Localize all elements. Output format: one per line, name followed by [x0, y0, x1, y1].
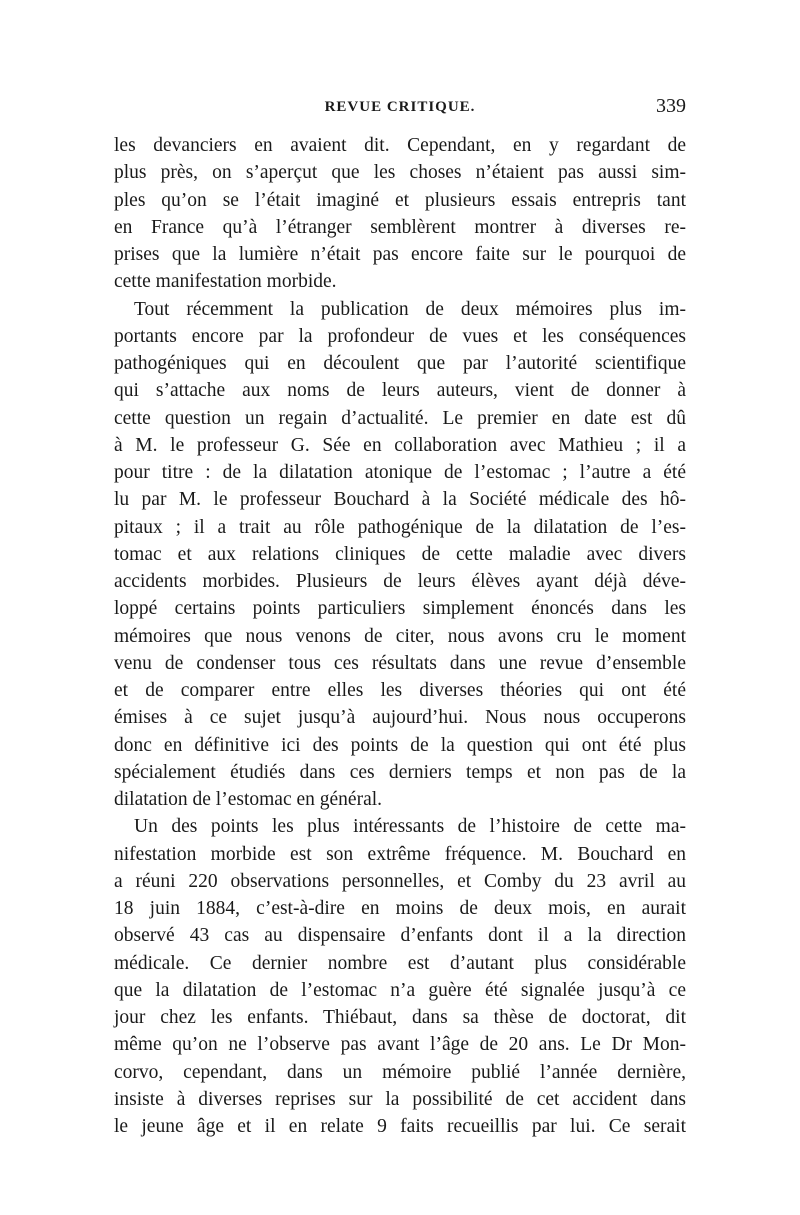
- text-line: observé 43 cas au dispensaire d’enfants dont il a la direction: [114, 925, 686, 947]
- text-line: pour titre : de la dilatation atonique de l’estomac ; l’autre a été: [114, 462, 686, 483]
- body-text: [114, 132, 686, 1140]
- text-line: loppé certains points particuliers simplement énoncés dans les: [114, 598, 686, 620]
- text-line: 18 juin 1884, c’est-à-dire en moins de deux mois, en aurait: [114, 898, 686, 919]
- text-line: dilatation de l’estomac en général.: [114, 789, 383, 810]
- text-line: même qu’on ne l’observe pas avant l’âge de 20 ans. Le Dr Mon-: [114, 1034, 686, 1056]
- text-line: a réuni 220 observations personnelles, et Comby du 23 avril au: [114, 870, 686, 892]
- text-line: médicale. Ce dernier nombre est d’autant plus considérable: [114, 952, 686, 974]
- text-line: cette question un regain d’actualité. Le premier en date est dû: [114, 407, 686, 429]
- text-line: qui s’attache aux noms de leurs auteurs, vient de donner à: [114, 380, 686, 402]
- text-line: et de comparer entre elles les diverses théories qui ont été: [114, 680, 686, 701]
- text-line: Tout récemment la publication de deux mémoires plus im-: [134, 298, 686, 320]
- text-line: plus près, on s’aperçut que les choses n’étaient pas aussi sim-: [114, 162, 686, 184]
- text-line: venu de condenser tous ces résultats dans une revue d’ensemble: [114, 652, 686, 674]
- text-line: donc en définitive ici des points de la question qui ont été plus: [114, 734, 686, 756]
- text-line: accidents morbides. Plusieurs de leurs élèves ayant déjà déve-: [114, 571, 686, 592]
- text-line: pitaux ; il a trait au rôle pathogénique de la dilatation de l’es-: [114, 516, 686, 538]
- text-line: insiste à diverses reprises sur la possibilité de cet accident dans: [114, 1088, 686, 1110]
- text-line: que la dilatation de l’estomac n’a guère été signalée jusqu’à ce: [114, 979, 686, 1001]
- text-line: lu par M. le professeur Bouchard à la Société médicale des hô-: [114, 489, 686, 511]
- text-line: jour chez les enfants. Thiébaut, dans sa thèse de doctorat, dit: [114, 1007, 686, 1028]
- text-line: corvo, cependant, dans un mémoire publié l’année dernière,: [114, 1061, 686, 1083]
- running-title: REVUE CRITIQUE.: [324, 99, 476, 115]
- text-line: mémoires que nous venons de citer, nous avons cru le moment: [114, 625, 686, 647]
- page-header: [114, 95, 686, 121]
- text-line: les devanciers en avaient dit. Cependant, en y regardant de: [114, 135, 686, 156]
- text-line: prises que la lumière n’était pas encore faite sur le pourquoi de: [114, 244, 686, 265]
- text-line: nifestation morbide est son extrême fréquence. M. Bouchard en: [114, 843, 686, 865]
- text-line: spécialement étudiés dans ces derniers temps et non pas de la: [114, 761, 686, 783]
- text-line: émises à ce sujet jusqu’à aujourd’hui. Nous nous occuperons: [114, 707, 686, 729]
- text-line: cette manifestation morbide.: [114, 271, 337, 293]
- text-line: à M. le professeur G. Sée en collaboration avec Mathieu ; il a: [114, 434, 686, 456]
- text-line: ples qu’on se l’était imaginé et plusieurs essais entrepris tant: [114, 189, 686, 211]
- page-number: 339: [656, 95, 686, 117]
- text-line: pathogéniques qui en découlent que par l’autorité scientifique: [114, 353, 686, 374]
- text-line: le jeune âge et il en relate 9 faits recueillis par lui. Ce serait: [114, 1116, 686, 1137]
- text-line: en France qu’à l’étranger semblèrent montrer à diverses re-: [114, 216, 686, 238]
- text-line: portants encore par la profondeur de vues et les conséquences: [114, 325, 686, 347]
- text-line: tomac et aux relations cliniques de cette maladie avec divers: [114, 543, 686, 565]
- text-line: Un des points les plus intéressants de l’histoire de cette ma-: [134, 816, 686, 838]
